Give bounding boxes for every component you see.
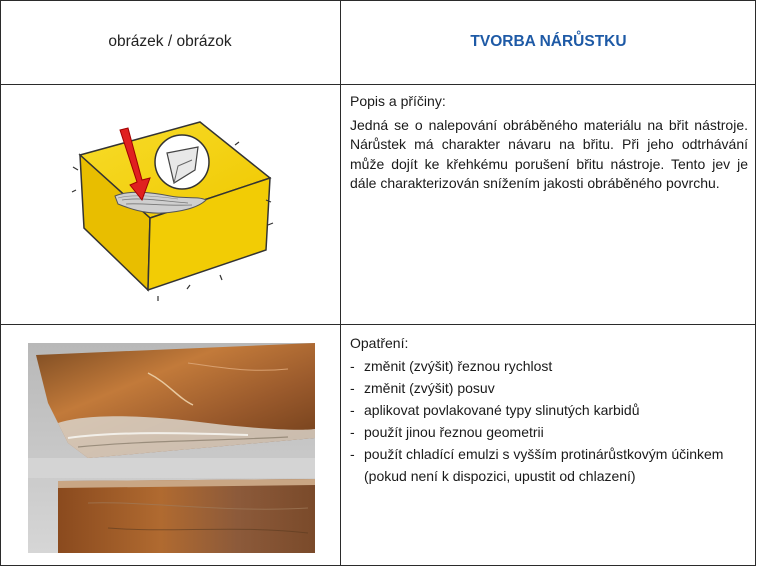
description-section	[350, 92, 748, 194]
measures-section	[350, 332, 748, 487]
measure-item: - použít jinou řeznou geometrii	[350, 421, 748, 443]
row-divider-header	[0, 84, 756, 85]
header-image-label: obrázek / obrázok	[108, 33, 232, 50]
measure-item: - aplikovat povlakované typy slinutých karbidů	[350, 399, 748, 421]
photo-lower-insert	[58, 479, 315, 553]
measure-item: - použít chladící emulzi s vyšším protinárůstkovým účinkem (pokud není k dispozici, upustit od chlazení)	[350, 443, 748, 487]
description-text: Jedná se o nalepování obráběného materiálu na břit nástroje. Nárůstek má charakter návaru na břitu. Při jeho odtrhávání může dojít ke křehkému porušení břitu nástroje. Tento jev je dále charakterizován snížením jakosti obráběného povrchu.	[350, 116, 748, 191]
edge-photo	[28, 343, 315, 553]
row-divider-middle	[0, 324, 756, 325]
measure-item: - změnit (zvýšit) řeznou rychlost	[350, 355, 748, 377]
measures-list	[350, 355, 748, 487]
measures-heading: Opatření:	[350, 335, 409, 351]
header-title: TVORBA NÁRŮSTKU	[470, 33, 627, 50]
description-heading: Popis a příčiny:	[350, 93, 446, 109]
insert-illustration	[70, 100, 280, 305]
measure-item: - změnit (zvýšit) posuv	[350, 377, 748, 399]
